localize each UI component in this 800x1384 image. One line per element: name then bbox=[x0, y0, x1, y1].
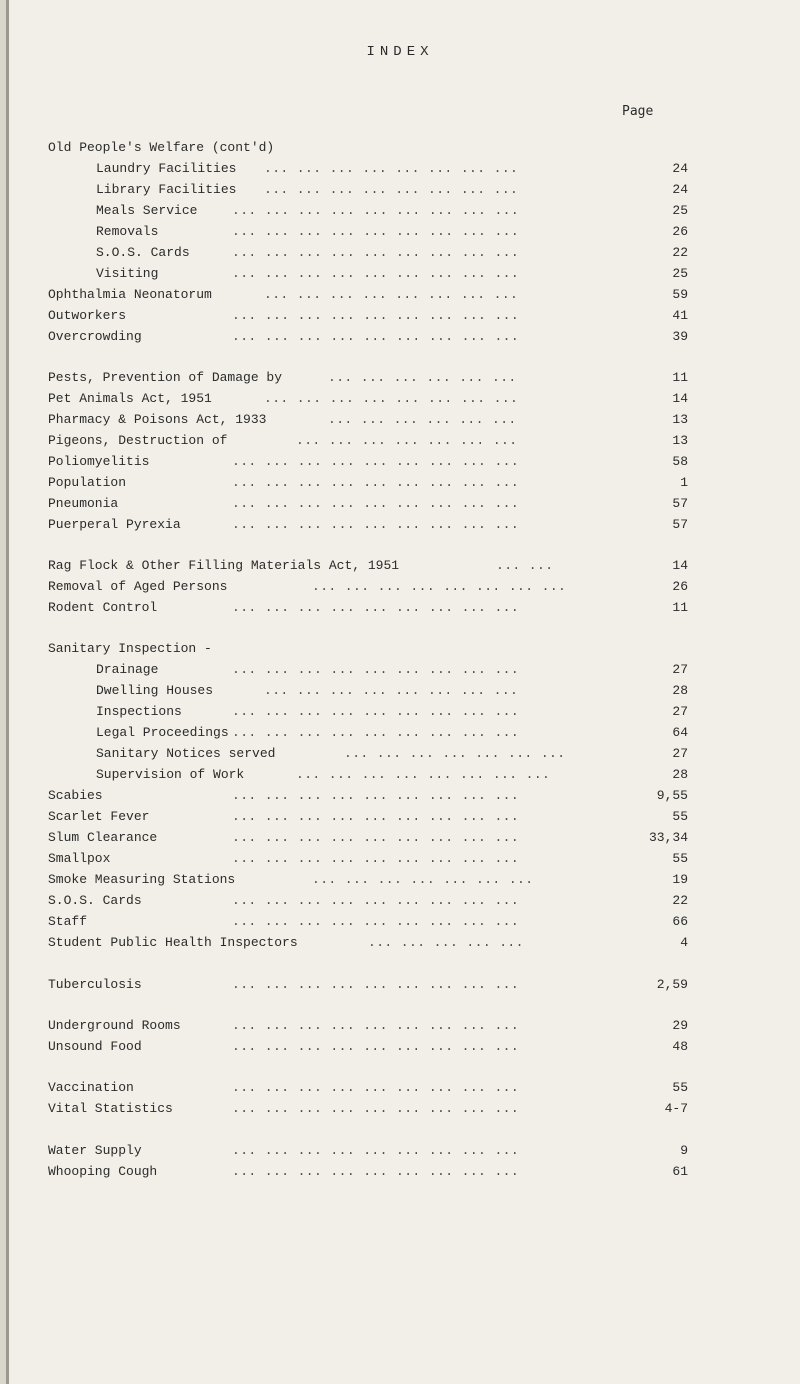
index-entry bbox=[48, 914, 688, 934]
entry-text: Smallpox bbox=[48, 851, 111, 866]
leader-dots: ... ... ... ... ... ... ... bbox=[344, 746, 566, 761]
entry-text: Meals Service bbox=[96, 203, 198, 218]
entry-text: Removals bbox=[96, 224, 159, 239]
index-entry bbox=[48, 851, 688, 871]
entry-page: 33,34 bbox=[648, 830, 688, 845]
index-entry bbox=[48, 266, 688, 286]
entry-page: 55 bbox=[672, 851, 688, 866]
entry-page: 25 bbox=[672, 266, 688, 281]
entry-text: Supervision of Work bbox=[96, 767, 245, 782]
index-entry bbox=[48, 287, 688, 307]
index-entry bbox=[48, 683, 688, 703]
leader-dots: ... ... ... ... ... ... ... ... bbox=[296, 767, 551, 782]
leader-dots: ... ... ... ... ... ... ... ... ... bbox=[232, 1039, 520, 1054]
entry-page: 19 bbox=[672, 872, 688, 887]
leader-dots: ... ... ... ... ... ... ... ... ... bbox=[232, 475, 520, 490]
entry-page: 24 bbox=[672, 161, 688, 176]
entry-text: Drainage bbox=[96, 662, 159, 677]
index-entry bbox=[48, 161, 688, 181]
index-entry bbox=[48, 935, 688, 955]
index-entry bbox=[48, 1143, 688, 1163]
leader-dots: ... ... ... ... ... bbox=[368, 935, 524, 950]
entry-page: 22 bbox=[672, 245, 688, 260]
leader-dots: ... ... ... ... ... ... ... ... ... bbox=[232, 266, 520, 281]
entry-text: Staff bbox=[48, 914, 88, 929]
leader-dots: ... ... ... ... ... ... ... ... ... bbox=[232, 725, 520, 740]
entry-page: 66 bbox=[672, 914, 688, 929]
entry-page: 55 bbox=[672, 809, 688, 824]
entry-text: Population bbox=[48, 475, 127, 490]
entry-text: Slum Clearance bbox=[48, 830, 158, 845]
entry-page: 58 bbox=[672, 454, 688, 469]
index-entry bbox=[48, 1164, 688, 1184]
entry-text: Removal of Aged Persons bbox=[48, 579, 228, 594]
leader-dots: ... ... ... ... ... ... bbox=[328, 412, 517, 427]
index-entry bbox=[48, 203, 688, 223]
leader-dots: ... ... ... ... ... ... ... ... ... bbox=[232, 308, 520, 323]
index-entry bbox=[48, 977, 688, 997]
index-entry bbox=[48, 1101, 688, 1121]
entry-page: 27 bbox=[672, 662, 688, 677]
leader-dots: ... ... ... ... ... ... ... ... ... bbox=[232, 517, 520, 532]
leader-dots: ... ... ... ... ... ... ... ... ... bbox=[232, 977, 520, 992]
index-entry bbox=[48, 329, 688, 349]
entry-page: 1 bbox=[680, 475, 688, 490]
entry-page: 59 bbox=[672, 287, 688, 302]
entry-text: Visiting bbox=[96, 266, 159, 281]
entry-page: 11 bbox=[672, 370, 688, 385]
leader-dots: ... ... ... ... ... ... ... ... ... bbox=[232, 809, 520, 824]
leader-dots: ... ... ... ... ... ... ... ... ... bbox=[232, 914, 520, 929]
index-entry bbox=[48, 641, 688, 661]
index-entry bbox=[48, 600, 688, 620]
entry-page: 9 bbox=[680, 1143, 688, 1158]
index-entry bbox=[48, 454, 688, 474]
entry-page: 4-7 bbox=[664, 1101, 688, 1116]
entry-text: Dwelling Houses bbox=[96, 683, 214, 698]
entry-page: 27 bbox=[672, 746, 688, 761]
index-entry bbox=[48, 1039, 688, 1059]
index-entry bbox=[48, 725, 688, 745]
leader-dots: ... ... ... ... ... ... ... ... ... bbox=[232, 1101, 520, 1116]
page-column-header: Page bbox=[622, 104, 654, 119]
index-entry bbox=[48, 1018, 688, 1038]
entry-text: Old People's Welfare (cont'd) bbox=[48, 140, 275, 155]
leader-dots: ... ... ... ... ... ... ... ... ... bbox=[232, 454, 520, 469]
entry-text: Pests, Prevention of Damage by bbox=[48, 370, 283, 385]
leader-dots: ... ... ... ... ... ... ... ... bbox=[264, 287, 519, 302]
entry-text: S.O.S. Cards bbox=[96, 245, 190, 260]
index-entry bbox=[48, 391, 688, 411]
leader-dots: ... ... ... ... ... ... ... ... ... bbox=[232, 203, 520, 218]
index-entry bbox=[48, 558, 688, 578]
leader-dots: ... ... ... ... ... ... ... ... ... bbox=[232, 224, 520, 239]
leader-dots: ... ... ... ... ... ... ... ... bbox=[264, 161, 519, 176]
entry-text: Overcrowding bbox=[48, 329, 142, 344]
entry-page: 25 bbox=[672, 203, 688, 218]
entry-text: Library Facilities bbox=[96, 182, 237, 197]
entry-page: 13 bbox=[672, 412, 688, 427]
entry-text: Rodent Control bbox=[48, 600, 158, 615]
index-entry bbox=[48, 517, 688, 537]
index-entry bbox=[48, 788, 688, 808]
entry-text: Whooping Cough bbox=[48, 1164, 158, 1179]
leader-dots: ... ... ... ... ... ... ... ... ... bbox=[232, 662, 520, 677]
index-entry bbox=[48, 496, 688, 516]
index-entry bbox=[48, 182, 688, 202]
entry-text: Poliomyelitis bbox=[48, 454, 150, 469]
index-entry bbox=[48, 830, 688, 850]
entry-text: Pneumonia bbox=[48, 496, 119, 511]
entry-text: Rag Flock & Other Filling Materials Act, 1951 bbox=[48, 558, 400, 573]
entry-page: 28 bbox=[672, 767, 688, 782]
entry-text: Inspections bbox=[96, 704, 182, 719]
leader-dots: ... ... ... ... ... ... ... ... ... bbox=[232, 600, 520, 615]
index-entry bbox=[48, 662, 688, 682]
entry-text: Scabies bbox=[48, 788, 103, 803]
entry-page: 57 bbox=[672, 517, 688, 532]
leader-dots: ... ... ... ... ... ... ... ... ... bbox=[232, 788, 520, 803]
entry-page: 4 bbox=[680, 935, 688, 950]
entry-page: 57 bbox=[672, 496, 688, 511]
entry-text: Sanitary Notices served bbox=[96, 746, 276, 761]
leader-dots: ... ... ... ... ... ... ... ... ... bbox=[232, 1143, 520, 1158]
leader-dots: ... ... ... ... ... ... bbox=[328, 370, 517, 385]
entry-text: Pharmacy & Poisons Act, 1933 bbox=[48, 412, 267, 427]
entry-text: Ophthalmia Neonatorum bbox=[48, 287, 212, 302]
index-entry bbox=[48, 767, 688, 787]
entry-text: Underground Rooms bbox=[48, 1018, 181, 1033]
leader-dots: ... ... ... ... ... ... ... ... ... bbox=[232, 1164, 520, 1179]
leader-dots: ... ... ... ... ... ... ... bbox=[312, 872, 534, 887]
entry-page: 28 bbox=[672, 683, 688, 698]
index-entry bbox=[48, 704, 688, 724]
entry-page: 22 bbox=[672, 893, 688, 908]
index-entry bbox=[48, 308, 688, 328]
entry-text: Student Public Health Inspectors bbox=[48, 935, 298, 950]
entry-text: Scarlet Fever bbox=[48, 809, 150, 824]
entry-text: Vaccination bbox=[48, 1080, 134, 1095]
entry-text: Water Supply bbox=[48, 1143, 142, 1158]
entry-text: Pet Animals Act, 1951 bbox=[48, 391, 212, 406]
index-entry bbox=[48, 245, 688, 265]
index-entry bbox=[48, 224, 688, 244]
entry-text: Pigeons, Destruction of bbox=[48, 433, 228, 448]
entry-text: Unsound Food bbox=[48, 1039, 142, 1054]
entry-page: 9,55 bbox=[656, 788, 688, 803]
entry-text: Puerperal Pyrexia bbox=[48, 517, 181, 532]
leader-dots: ... ... ... ... ... ... ... ... ... bbox=[232, 851, 520, 866]
entry-text: Smoke Measuring Stations bbox=[48, 872, 236, 887]
entry-page: 64 bbox=[672, 725, 688, 740]
index-entry bbox=[48, 809, 688, 829]
index-entry bbox=[48, 579, 688, 599]
index-entry bbox=[48, 893, 688, 913]
index-entry bbox=[48, 370, 688, 390]
leader-dots: ... ... ... ... ... ... ... ... ... bbox=[232, 1080, 520, 1095]
entry-page: 39 bbox=[672, 329, 688, 344]
entry-page: 61 bbox=[672, 1164, 688, 1179]
entry-text: S.O.S. Cards bbox=[48, 893, 142, 908]
leader-dots: ... ... ... ... ... ... ... ... bbox=[312, 579, 567, 594]
entry-page: 2,59 bbox=[656, 977, 688, 992]
leader-dots: ... ... ... ... ... ... ... ... ... bbox=[232, 893, 520, 908]
entry-text: Legal Proceedings bbox=[96, 725, 229, 740]
entry-page: 11 bbox=[672, 600, 688, 615]
index-entry bbox=[48, 433, 688, 453]
leader-dots: ... ... ... ... ... ... ... bbox=[296, 433, 518, 448]
index-entry bbox=[48, 140, 688, 160]
entry-page: 41 bbox=[672, 308, 688, 323]
leader-dots: ... ... ... ... ... ... ... ... ... bbox=[232, 704, 520, 719]
index-entry bbox=[48, 872, 688, 892]
entry-text: Sanitary Inspection - bbox=[48, 641, 212, 656]
entry-page: 27 bbox=[672, 704, 688, 719]
entry-page: 29 bbox=[672, 1018, 688, 1033]
leader-dots: ... ... ... ... ... ... ... ... bbox=[264, 391, 519, 406]
leader-dots: ... ... ... ... ... ... ... ... ... bbox=[232, 830, 520, 845]
leader-dots: ... ... ... ... ... ... ... ... ... bbox=[232, 329, 520, 344]
entry-page: 55 bbox=[672, 1080, 688, 1095]
entry-text: Outworkers bbox=[48, 308, 127, 323]
entry-page: 24 bbox=[672, 182, 688, 197]
index-entry bbox=[48, 412, 688, 432]
entry-page: 14 bbox=[672, 558, 688, 573]
index-entry bbox=[48, 746, 688, 766]
index-title: INDEX bbox=[366, 44, 434, 60]
entry-text: Tuberculosis bbox=[48, 977, 142, 992]
entry-text: Vital Statistics bbox=[48, 1101, 173, 1116]
entry-page: 26 bbox=[672, 579, 688, 594]
leader-dots: ... ... ... ... ... ... ... ... ... bbox=[232, 496, 520, 511]
page-edge bbox=[6, 0, 9, 1384]
entry-page: 13 bbox=[672, 433, 688, 448]
leader-dots: ... ... ... ... ... ... ... ... bbox=[264, 182, 519, 197]
entry-page: 14 bbox=[672, 391, 688, 406]
leader-dots: ... ... ... ... ... ... ... ... bbox=[264, 683, 519, 698]
leader-dots: ... ... bbox=[496, 558, 554, 573]
index-entry bbox=[48, 475, 688, 495]
leader-dots: ... ... ... ... ... ... ... ... ... bbox=[232, 245, 520, 260]
entry-page: 26 bbox=[672, 224, 688, 239]
index-entry bbox=[48, 1080, 688, 1100]
entry-page: 48 bbox=[672, 1039, 688, 1054]
entry-text: Laundry Facilities bbox=[96, 161, 237, 176]
leader-dots: ... ... ... ... ... ... ... ... ... bbox=[232, 1018, 520, 1033]
